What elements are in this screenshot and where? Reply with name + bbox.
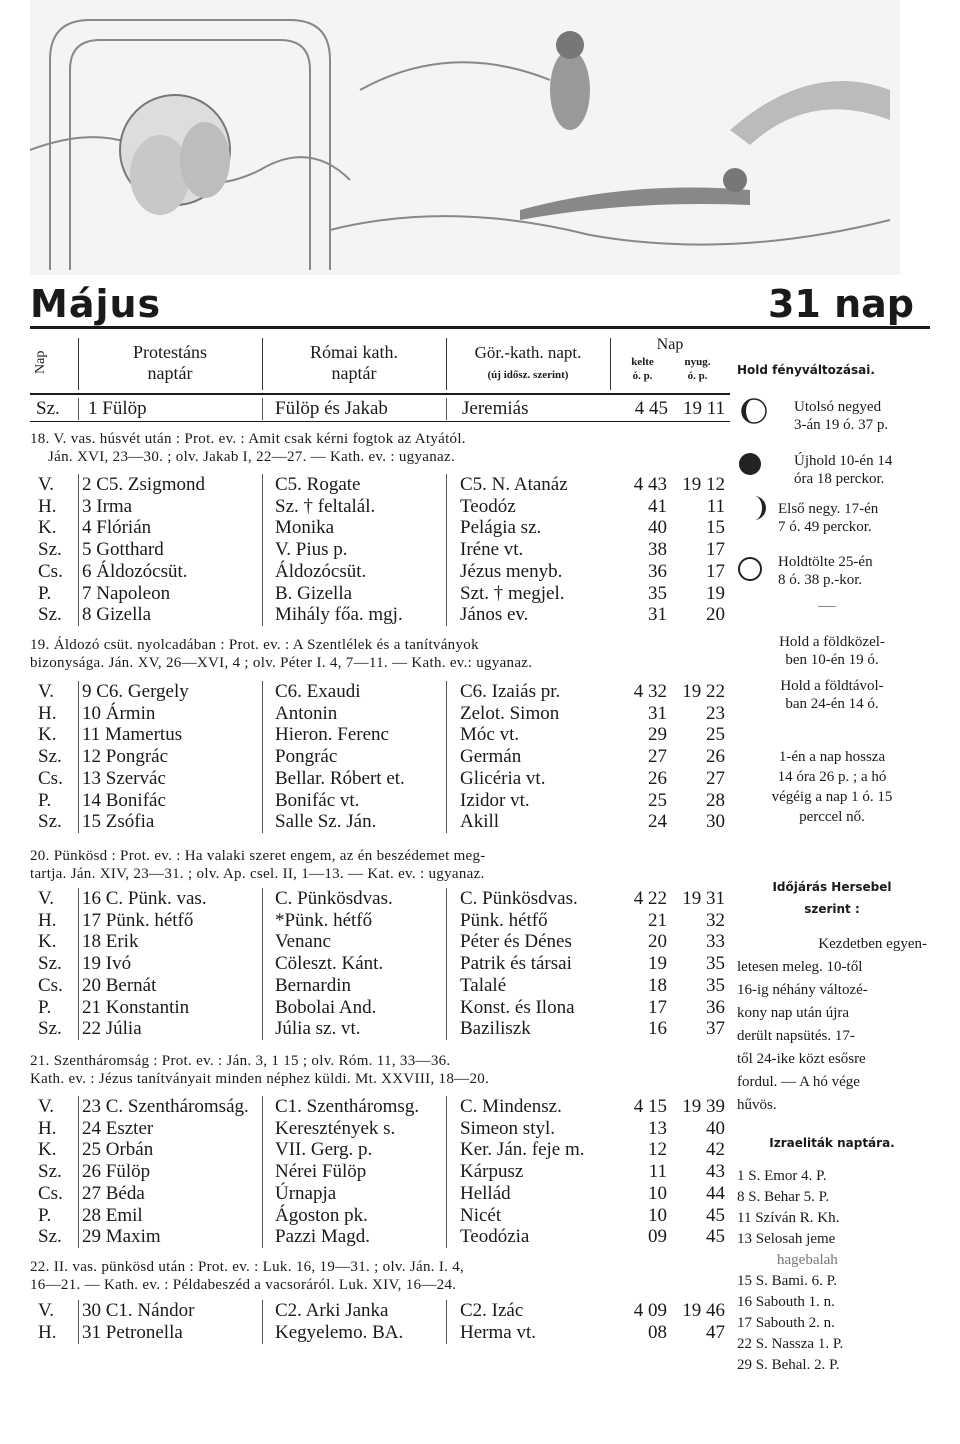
row-day: V. [38,474,55,495]
header-illustration [30,0,900,275]
row-prot: 22 Júlia [82,1018,142,1040]
header-rule [30,393,730,395]
column-headers [30,330,730,390]
col-gor-2: (új idősz. szerint) [487,369,569,381]
row-prot: 13 Szervác [82,767,166,789]
row-prot: 5 Gotthard [82,539,164,561]
row-gor: Patrik és társai [460,953,572,975]
row-gor: Hellád [460,1182,511,1204]
row-prot: 19 Ivó [82,953,132,975]
row-rom: Bellar. Róbert et. [275,767,405,789]
row-set: 35 [706,974,725,996]
row-rise: 18 [648,974,667,996]
moon-phases-title: Hold fényváltozásai. [737,363,875,377]
table-row [30,496,730,518]
row-day: P. [38,789,52,811]
row-rom: Bernardin [275,974,351,996]
row-rise: 35 [648,582,667,604]
row-day: H. [38,495,57,517]
table-row [30,398,730,420]
row-rom: C5. Rogate [275,474,361,495]
note-22: 22. II. vas. pünkösd után : Prot. ev. : Luk. 16, 19—31. ; olv. Ján. I. 4, 16—21. — Kath. ev. : Példabeszéd a vacsoráról. Luk. XIV, 16—24. [30,1259,465,1293]
weather-title: Időjárás Hersebel szerint : [772,880,892,916]
row-rom: C2. Arki Janka [275,1300,389,1321]
row-gor: Glicéria vt. [460,767,546,789]
table-row [30,1139,730,1161]
row-rom: Pongrác [275,746,338,768]
row-rom: Cöleszt. Kánt. [275,953,384,975]
row-set: 19 11 [682,398,725,419]
row-rom: V. Pius p. [275,539,348,561]
row-gor: Baziliszk [460,1018,531,1040]
row-set: 43 [706,1161,725,1183]
row-day: H. [38,909,57,931]
row-rom: C6. Exaudi [275,681,361,702]
row-gor: C. Pünkösdvas. [460,888,578,909]
row-set: 19 31 [682,888,725,909]
apogee-text: Hold a földtávol- ban 24-én 14 ó. [780,678,884,712]
row-rise: 19 [648,953,667,975]
row-day: P. [38,1204,52,1226]
row-rise: 40 [648,517,667,539]
row-prot: 18 Erik [82,931,139,953]
table-row [30,953,730,975]
row-day: K. [38,517,57,539]
table-row [30,561,730,583]
row-prot: 25 Orbán [82,1139,154,1161]
row-rise: 21 [648,909,667,931]
row-day: Sz. [36,398,60,419]
row-rise: 38 [648,539,667,561]
row-prot: 12 Pongrác [82,746,169,768]
row-set: 19 12 [682,474,725,495]
row-prot: 3 Irma [82,495,133,517]
row-rom: Bobolai And. [275,996,377,1018]
col-sun-rise: kelte [631,356,654,368]
col-rom-2: naptár [331,363,377,383]
table-row [30,583,730,605]
row-set: 36 [706,996,725,1018]
row-rise: 4 45 [634,398,668,419]
row-set: 19 46 [682,1300,725,1321]
row-gor: Móc vt. [460,724,520,746]
row-rom: Antonin [275,702,338,724]
phase-last-quarter: Utolsó negyed 3-án 19 ó. 37 p. [794,399,889,433]
row-prot: 20 Bernát [82,974,157,996]
row-prot: 9 C6. Gergely [82,681,189,702]
row-gor: C5. N. Atanáz [460,474,568,495]
row-rise: 4 15 [633,1096,667,1117]
row-set: 27 [706,767,725,789]
row-day: Cs. [38,974,63,996]
row-day: P. [38,996,52,1018]
row-rise: 36 [648,560,667,582]
col-sun-1: Nap [656,336,684,353]
table-row [30,681,730,703]
table-row [30,1205,730,1227]
row-set: 25 [706,724,725,746]
row-prot: 27 Béda [82,1182,145,1204]
row-day: Sz. [38,604,62,626]
table-row [30,517,730,539]
title-rule [30,326,930,329]
row-gor: Ker. Ján. feje m. [460,1139,585,1161]
row-rule [30,421,730,422]
col-rom-1: Római kath. [310,342,398,362]
row-gor: János ev. [460,604,529,626]
row-rom: Kegyelemo. BA. [275,1321,404,1343]
row-prot: 6 Áldozócsüt. [82,560,188,582]
col-prot-1: Protestáns [133,342,207,362]
row-rise: 16 [648,1018,667,1040]
row-prot: 10 Ármin [82,702,156,724]
row-set: 15 [706,517,725,539]
row-day: Cs. [38,767,63,789]
table-row [30,1226,730,1248]
row-rise: 26 [648,767,667,789]
table-row [30,1018,730,1040]
row-set: 40 [706,1117,725,1139]
row-set: 45 [706,1204,725,1226]
table-row [30,997,730,1019]
table-row [30,1183,730,1205]
row-rise: 10 [648,1182,667,1204]
row-day: Cs. [38,1182,63,1204]
row-rise: 10 [648,1204,667,1226]
row-rom: C1. Szentháromsg. [275,1096,420,1117]
row-day: H. [38,702,57,724]
moon-last-quarter-icon [740,397,768,425]
row-prot: 24 Eszter [82,1117,154,1139]
row-rom: Sz. † feltalál. [275,495,376,517]
note-18: 18. V. vas. húsvét után : Prot. ev. : Amit csak kérni fogtok az Atyától. Ján. XVI, 23—30. ; olv. Jakab I, 22—27. — Kath. ev. : ugyanaz. [30,431,466,465]
row-rom: VII. Gerg. p. [275,1139,373,1161]
row-set: 17 [706,560,725,582]
row-day: Sz. [38,1226,62,1248]
table-row [30,1161,730,1183]
row-gor: Pelágia sz. [460,517,542,539]
row-rise: 17 [648,996,667,1018]
row-set: 26 [706,746,725,768]
moon-new-icon [736,450,764,478]
row-prot: 17 Pünk. hétfő [82,909,194,931]
row-gor: Talalé [460,974,507,996]
row-gor: Jézus menyb. [460,560,563,582]
row-gor: Akill [460,811,500,833]
row-gor: Jeremiás [462,398,529,419]
row-prot: 2 C5. Zsigmond [82,474,205,495]
row-rise: 29 [648,724,667,746]
row-day: P. [38,582,52,604]
row-set: 32 [706,909,725,931]
row-rom: Áldozócsüt. [275,560,367,582]
month-title: Május [30,282,162,326]
note-21: 21. Szentháromság : Prot. ev. : Ján. 3, 1 15 ; olv. Róm. 11, 33—36. Kath. ev. : Jézus tanítványait minden néphez küldi. Mt. XXVIII, 18—20. [30,1053,490,1087]
row-set: 11 [706,495,725,517]
row-rise: 09 [648,1226,667,1248]
table-row [30,888,730,910]
row-day: H. [38,1117,57,1139]
row-gor: Szt. † megjel. [460,582,565,604]
row-day: V. [38,1300,55,1321]
row-day: Sz. [38,953,62,975]
row-set: 23 [706,702,725,724]
row-rom: Mihály főa. mgj. [275,604,403,626]
col-sun-op2: ó. p. [687,370,708,382]
col-sun-op1: ó. p. [632,370,653,382]
row-rom: Keresztények s. [275,1117,396,1139]
col-gor-1: Gör.-kath. napt. [474,343,582,362]
row-gor: C. Mindensz. [460,1096,562,1117]
row-set: 20 [706,604,725,626]
row-gor: Teodóz [460,495,516,517]
row-day: V. [38,681,55,702]
note-19: 19. Áldozó csüt. nyolcadában : Prot. ev. : A Szentlélek és a tanítványok bizonysága. Ján. XV, 26—XVI, 4 ; olv. Péter I. 4, 7—11. — Kath. ev.: ugyanaz. [30,637,533,671]
side-divider [818,606,836,607]
row-day: V. [38,1096,55,1117]
table-row [30,703,730,725]
row-prot: 21 Konstantin [82,996,190,1018]
row-gor: C2. Izác [460,1300,524,1321]
row-rise: 24 [648,811,667,833]
row-prot: 11 Mamertus [82,724,183,746]
phase-full-moon: Holdtölte 25-én 8 ó. 38 p.-kor. [778,554,873,588]
row-rise: 31 [648,702,667,724]
row-rise: 4 09 [633,1300,667,1321]
row-rise: 31 [648,604,667,626]
row-prot: 15 Zsófia [82,811,155,833]
phase-first-quarter: Első negy. 17-én 7 ó. 49 perckor. [778,501,879,535]
israel-title: Izraeliták naptára. [769,1136,895,1150]
table-row [30,811,730,833]
row-gor: C6. Izaiás pr. [460,681,561,702]
days-count: 31 nap [767,282,914,326]
row-rom: C. Pünkösdvas. [275,888,393,909]
row-gor: Kárpusz [460,1161,524,1183]
row-set: 19 39 [682,1096,725,1117]
col-sun-set: nyug. [684,356,711,368]
row-rise: 4 32 [633,681,667,702]
table-row [30,931,730,953]
row-rise: 11 [648,1161,667,1183]
row-day: K. [38,1139,57,1161]
row-set: 19 22 [682,681,725,702]
row-rom: Ágoston pk. [275,1204,368,1226]
row-prot: 28 Emil [82,1204,143,1226]
row-gor: Herma vt. [460,1321,536,1343]
table-row [30,910,730,932]
row-day: K. [38,931,57,953]
row-prot: 7 Napoleon [82,582,171,604]
row-day: Sz. [38,1161,62,1183]
moon-first-quarter-icon [740,494,768,522]
row-gor: Germán [460,746,522,768]
row-rise: 08 [648,1321,667,1343]
row-rise: 41 [648,495,667,517]
row-rise: 27 [648,746,667,768]
row-rise: 20 [648,931,667,953]
row-rise: 25 [648,789,667,811]
row-gor: Konst. és Ilona [460,996,575,1018]
row-set: 37 [706,1018,725,1040]
israel-list: 1 S. Emor 4. P. 8 S. Behar 5. P. 11 Szíván R. Kh. 13 Selosah jeme hagebalah 15 S. Bami. 6. P. 16 Sabouth 1. n. 17 Sabouth 2. n. 22 S. Nassza 1. P. 29 S. Behal. 2. P. [737,1168,844,1373]
row-gor: Zelot. Simon [460,702,560,724]
row-set: 19 [706,582,725,604]
row-gor: Iréne vt. [460,539,524,561]
row-rom: Venanc [275,931,331,953]
phase-new-moon: Újhold 10-én 14 óra 18 perckor. [794,453,893,487]
row-set: 35 [706,953,725,975]
table-row [30,1322,730,1344]
row-rise: 12 [648,1139,667,1161]
row-prot: 8 Gizella [82,604,152,626]
row-prot: 30 C1. Nándor [82,1300,195,1321]
row-day: Cs. [38,560,63,582]
row-rise: 13 [648,1117,667,1139]
note-20: 20. Pünkösd : Prot. ev. : Ha valaki szeret engem, az én beszédemet meg- tartja. Ján. XIV, 23—31. ; olv. Ap. csel. II, 1—13. — Kat. ev. : ugyanaz. [30,848,486,882]
row-set: 42 [706,1139,725,1161]
row-day: H. [38,1321,57,1343]
table-row [30,1118,730,1140]
table-row [30,1300,730,1322]
row-prot: 31 Petronella [82,1321,183,1343]
row-rom: Nérei Fülöp [275,1161,367,1183]
table-row [30,539,730,561]
row-prot: 1 Fülöp [88,398,147,419]
row-rom: Hieron. Ferenc [275,724,389,746]
row-rom: Fülöp és Jakab [275,398,388,419]
row-rom: Pazzi Magd. [275,1226,370,1248]
row-rise: 4 43 [633,474,667,495]
row-rom: B. Gizella [275,582,353,604]
table-row [30,724,730,746]
moon-full-icon [736,555,764,583]
row-gor: Pünk. hétfő [460,909,548,931]
weather-text: Kezdetben egyen- letesen meleg. 10-től 16-ig néhány változé- kony nap után újra derült napsütés. 17- től 24-ike közt esősre fordul. — A hó vége hűvös. [737,936,927,1113]
row-prot: 26 Fülöp [82,1161,151,1183]
row-prot: 14 Bonifác [82,789,166,811]
table-row [30,790,730,812]
row-gor: Péter és Dénes [460,931,572,953]
row-rom: Bonifác vt. [275,789,360,811]
row-set: 47 [706,1321,725,1343]
daylength-text: 1-én a nap hossza 14 óra 26 p. ; a hó végéig a nap 1 ó. 15 perccel nő. [771,749,893,825]
row-day: K. [38,724,57,746]
table-row [30,604,730,626]
table-row [30,1096,730,1118]
row-prot: 16 C. Pünk. vas. [82,888,207,909]
row-rise: 4 22 [633,888,667,909]
col-prot-2: naptár [147,363,193,383]
row-set: 45 [706,1226,725,1248]
row-rom: Salle Sz. Ján. [275,811,377,833]
row-day: Sz. [38,811,62,833]
row-set: 17 [706,539,725,561]
row-gor: Nicét [460,1204,502,1226]
row-rom: Úrnapja [275,1182,337,1204]
row-set: 44 [706,1182,725,1204]
row-gor: Simeon styl. [460,1117,556,1139]
row-day: Sz. [38,539,62,561]
row-rom: Júlia sz. vt. [275,1018,361,1040]
table-row [30,975,730,997]
row-prot: 4 Flórián [82,517,152,539]
table-row [30,746,730,768]
row-set: 30 [706,811,725,833]
perigee-text: Hold a földközel- ben 10-én 19 ó. [779,634,885,668]
row-prot: 29 Maxim [82,1226,161,1248]
col-day-label: Nap [33,350,48,374]
row-rom: Monika [275,517,335,539]
row-gor: Teodózia [460,1226,530,1248]
row-day: Sz. [38,746,62,768]
row-gor: Izidor vt. [460,789,530,811]
row-prot: 23 C. Szentháromság. [82,1096,249,1117]
row-rom: *Pünk. hétfő [275,909,373,931]
table-row [30,474,730,496]
row-day: Sz. [38,1018,62,1040]
row-set: 28 [706,789,725,811]
table-row [30,768,730,790]
row-set: 33 [706,931,725,953]
row-day: V. [38,888,55,909]
